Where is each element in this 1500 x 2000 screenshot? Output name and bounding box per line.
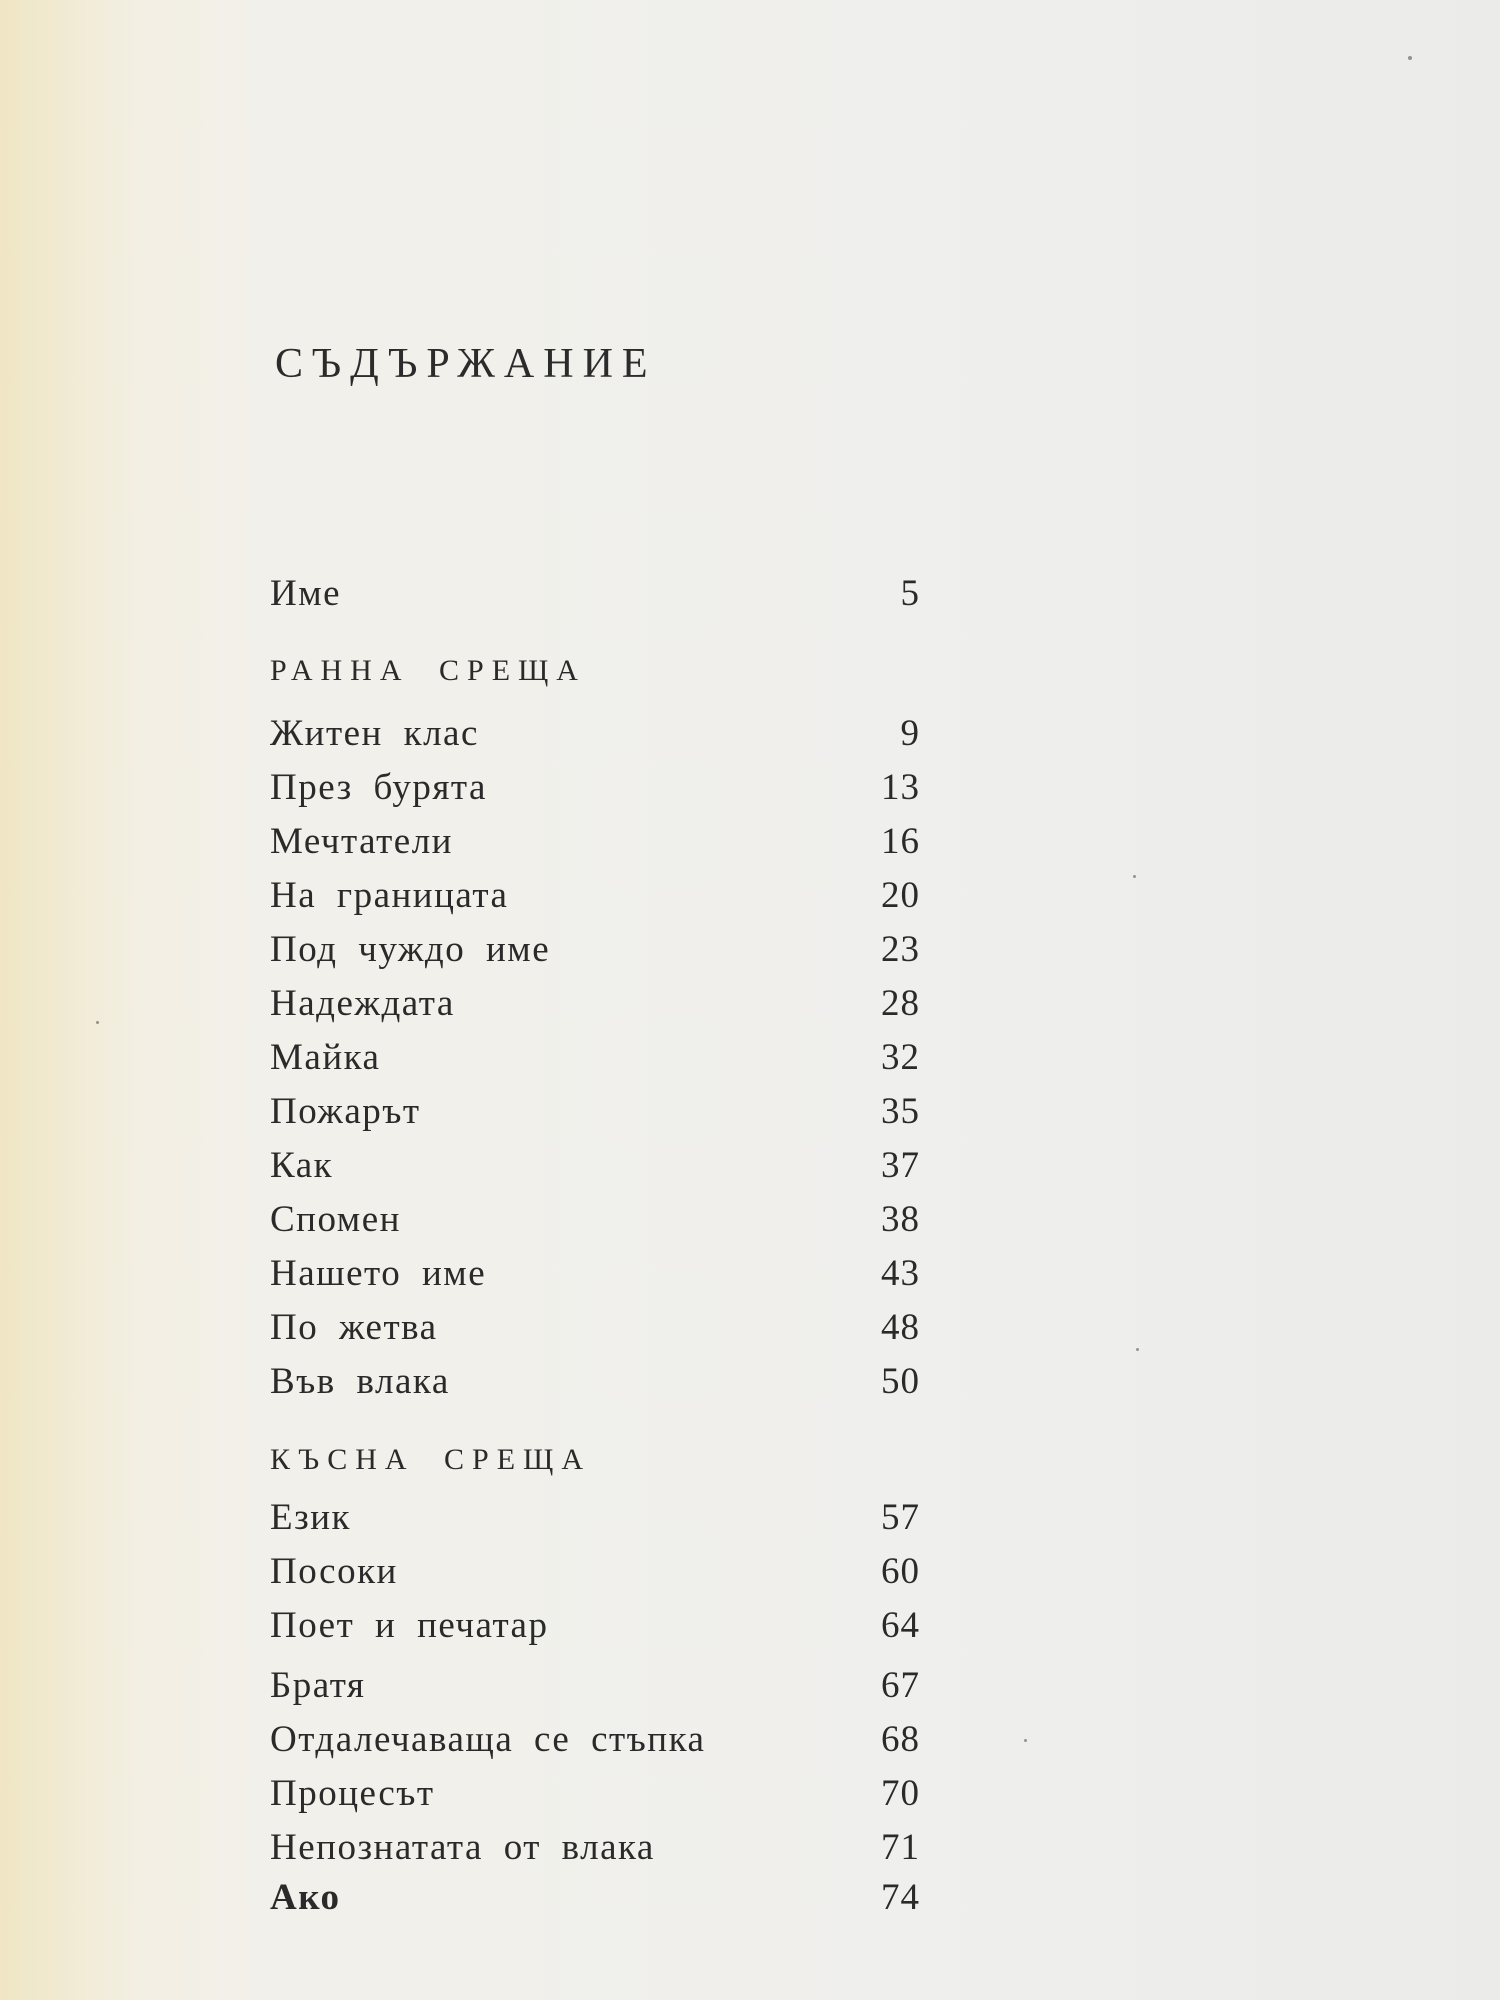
entry-page-number: 9 [900,713,920,754]
entry-title: Житен клас [270,713,479,754]
toc-entry [270,1036,920,1084]
entry-title: Мечтатели [270,821,453,862]
entry-title: Нашето име [270,1253,487,1294]
entry-title: Посоки [270,1551,398,1592]
entry-page-number: 64 [881,1605,920,1646]
entry-page-number: 74 [881,1877,920,1918]
entry-title: На границата [270,875,509,916]
toc-entry [270,874,920,922]
toc-entry [270,1876,920,1924]
entry-title: Братя [270,1665,366,1706]
entry-page-number: 38 [881,1199,920,1240]
entry-page-number: 5 [900,573,920,614]
toc-entry [270,766,920,814]
paper-speck [1136,1348,1139,1351]
toc-entry [270,982,920,1030]
entry-title: Ако [270,1877,341,1918]
toc-entry [270,1306,920,1354]
toc-entry [270,1718,920,1766]
section-heading: КЪСНА СРЕЩА [270,1443,591,1476]
toc-entry [270,928,920,976]
entry-title: Под чуждо име [270,929,551,970]
toc-entry [270,820,920,868]
paper-speck [1024,1739,1027,1742]
entry-page-number: 23 [881,929,920,970]
entry-title: Във влака [270,1361,450,1402]
entry-page-number: 50 [881,1361,920,1402]
entry-title: Как [270,1145,334,1186]
entry-title: Име [270,573,342,614]
show-through-texture [770,30,970,204]
entry-title: Пожарът [270,1091,421,1132]
paper-speck [1133,875,1136,878]
toc-entry [270,1198,920,1246]
entry-title: Процесът [270,1773,435,1814]
entry-page-number: 13 [881,767,920,808]
entry-page-number: 32 [881,1037,920,1078]
entry-page-number: 57 [881,1497,920,1538]
paper-speck [1408,56,1412,60]
entry-page-number: 20 [881,875,920,916]
entry-page-number: 43 [881,1253,920,1294]
entry-page-number: 71 [881,1827,920,1868]
paper-speck [96,1021,99,1024]
entry-title: През бурята [270,767,487,808]
entry-title: Език [270,1497,351,1538]
section-heading: РАННА СРЕЩА [270,654,586,687]
entry-page-number: 16 [881,821,920,862]
toc-entry [270,572,920,620]
entry-title: Надеждата [270,983,455,1024]
entry-title: Майка [270,1037,381,1078]
toc-entry [270,1090,920,1138]
entry-page-number: 70 [881,1773,920,1814]
toc-entry [270,1826,920,1874]
toc-entry [270,1772,920,1820]
toc-entry [270,1496,920,1544]
entry-page-number: 35 [881,1091,920,1132]
page-title: СЪДЪРЖАНИЕ [275,341,657,387]
entry-page-number: 60 [881,1551,920,1592]
toc-entry [270,1144,920,1192]
toc-entry [270,1360,920,1408]
toc-entry [270,712,920,760]
entry-page-number: 68 [881,1719,920,1760]
entry-title: Отдалечаваща се стъпка [270,1719,706,1760]
entry-page-number: 48 [881,1307,920,1348]
toc-entry [270,1550,920,1598]
entry-title: Поет и печатар [270,1605,549,1646]
entry-page-number: 67 [881,1665,920,1706]
toc-entry [270,1252,920,1300]
entry-title: Непознатата от влака [270,1827,655,1868]
entry-page-number: 37 [881,1145,920,1186]
entry-page-number: 28 [881,983,920,1024]
entry-title: Спомен [270,1199,401,1240]
toc-entry [270,1664,920,1712]
entry-title: По жетва [270,1307,438,1348]
toc-entry [270,1604,920,1652]
